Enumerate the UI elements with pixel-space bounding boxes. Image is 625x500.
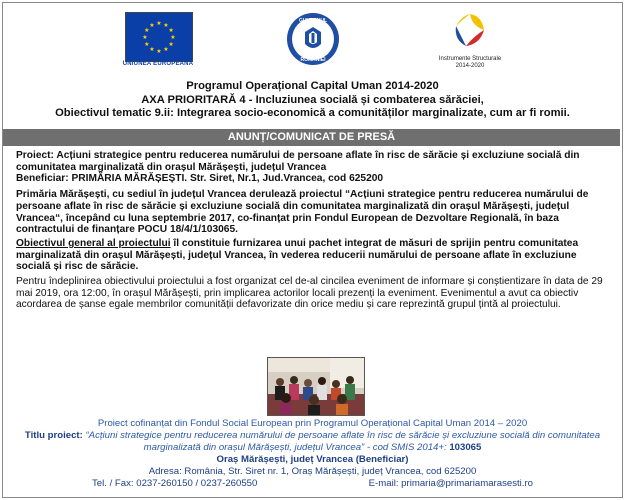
footer-title-text: “Acțiuni strategice pentru reducerea numărului de persoane aflate în risc de sărăcie și excluziune socială din comunitatea marginalizată din orașul Mărășești, județul Vrancea” - cod SMIS 2014+:: [82, 430, 601, 453]
footer-phone: Tel. / Fax: 0237-260150 / 0237-260550: [92, 478, 258, 489]
objective-paragraph: [16, 238, 611, 273]
eu-star-icon: ★: [168, 42, 174, 48]
eu-star-icon: ★: [163, 22, 169, 29]
eu-star-icon: ★: [156, 49, 162, 55]
footer-address: Adresa: România, Str. Siret nr. 1, Oraș Mărășești, județ Vrancea, cod 625200: [148, 466, 477, 477]
gov-logo-text-bottom: ROMÂNIEI: [300, 57, 326, 63]
is-caption-line2: 2014-2020: [455, 63, 485, 69]
eu-flag-logo: [125, 12, 193, 62]
footer-smis-code: 103065: [449, 442, 482, 453]
footer-contact: [0, 478, 625, 490]
eu-star-icon: ★: [163, 47, 169, 54]
footer-beneficiary: Oraș Mărășești, județ Vrancea (Beneficiar): [216, 454, 409, 465]
objective-text: îl constituie furnizarea unui pachet integrat de măsuri de sprijin pentru comunitatea marginalizată din orașul Mărășești, județul Vrancea, în vederea reducerii numărului de persoane aflate în excluziune socială și risc de sărăcie.: [16, 237, 579, 273]
eu-star-icon: ★: [156, 21, 162, 27]
eu-star-icon: ★: [144, 42, 150, 48]
event-paragraph: Pentru îndeplinirea obiectivului proiectului a fost organizat cel de-al cincilea eveniment de informare și conștientizare în data de 29 mai 2019, ora 12:00, în orașul Mărășești, prin implicarea actorilor locali prezenți la eveniment. Evenimentul a avut ca obiectiv acordarea de șanse egale membrilor comunității defavorizate din orice mediu și care reprezintă grupul țintă al proiectului.: [16, 276, 603, 311]
structural-instruments-logo: [440, 8, 500, 56]
press-release-banner: ANUNȚ/COMUNICAT DE PRESĂ: [3, 129, 620, 146]
eu-star-icon: ★: [142, 35, 148, 41]
eu-star-icon: ★: [168, 28, 174, 34]
program-line2: AXA PRIORITARĂ 4 - Incluziunea socială și combaterea sărăciei,: [141, 93, 484, 106]
footer-title-block: [0, 430, 625, 454]
intro-paragraph: Primăria Mărășești, cu sediul în județul Vrancea derulează proiectul “Acțiuni strategice pentru reducerea numărului de persoane aflate în risc de sărăcie și excluziune socială din comunitatea marginalizată din orașul Mărășești, județul Vrancea“, începând cu luna septembrie 2017, co-finanțat prin Fondul European de Dezvoltare Regională, în baza contractului de finanțare POCU 18/4/1/103065.: [16, 189, 589, 236]
project-title: Proiect: Acțiuni strategice pentru reducerea numărului de persoane aflate în risc de sărăcie și excluziune socială din comunitatea marginalizată din orașul Mărășești, județul Vrancea: [16, 150, 580, 173]
program-line1: Programul Operațional Capital Uman 2014-2020: [186, 80, 439, 92]
eu-logo-caption: UNIUNEA EUROPEANĂ: [122, 61, 194, 67]
government-romania-logo: [286, 12, 340, 66]
is-caption-line1: Instrumente Structurale: [438, 56, 502, 62]
program-line3: Obiectivul tematic 9.ii: Integrarea socio-economică a comunităților marginalizate, cum ar fi romii.: [55, 107, 570, 119]
announcement-body: [16, 150, 611, 314]
eu-star-icon: ★: [170, 35, 176, 41]
eu-star-icon: ★: [144, 28, 150, 34]
eu-star-icon: ★: [149, 47, 155, 54]
project-footer: [0, 418, 625, 490]
footer-title-label: Titlu proiect:: [24, 430, 83, 441]
footer-email: E-mail: primaria@primariamarasesti.ro: [368, 478, 533, 489]
objective-label: Obiectivul general al proiectului: [16, 237, 171, 249]
program-header: [0, 80, 625, 121]
gov-logo-text-top: GUVERNUL: [298, 18, 328, 24]
eu-star-icon: ★: [149, 22, 155, 29]
structural-instruments-caption: [430, 56, 510, 70]
event-photo: [267, 357, 365, 416]
beneficiary-line: Beneficiar: PRIMĂRIA MĂRĂȘEȘTI. Str. Siret, Nr.1, Jud.Vrancea, cod 625200: [16, 173, 384, 185]
footer-cofinance-line: Proiect cofinanțat din Fondul Social European prin Programul Operațional Capital Uman 2014 – 2020: [97, 418, 528, 429]
